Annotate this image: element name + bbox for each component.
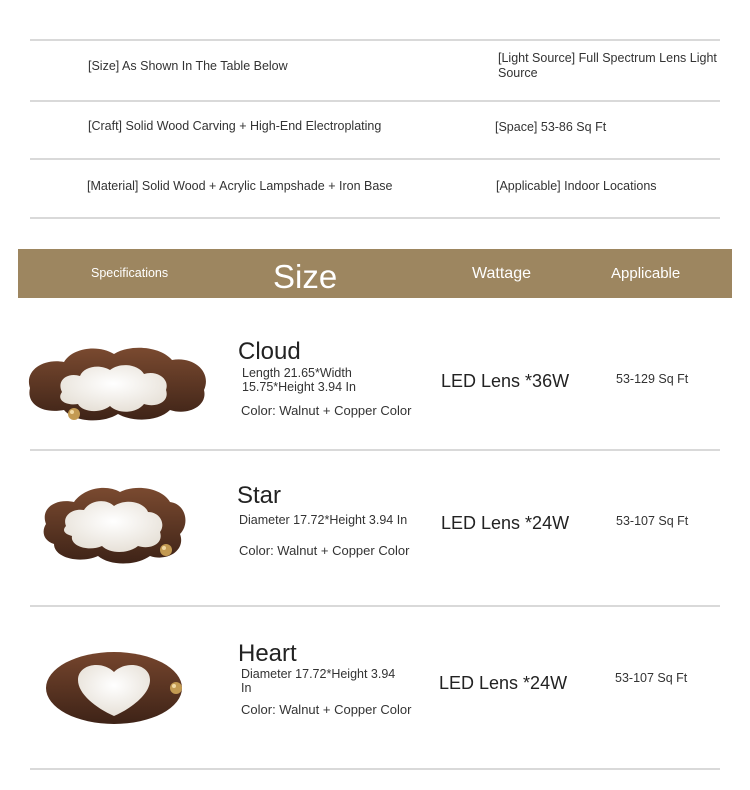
spec-applicable: [Applicable] Indoor Locations (496, 179, 657, 193)
product-dimensions: Length 21.65*Width 15.75*Height 3.94 In (242, 366, 356, 394)
product-dimensions: Diameter 17.72*Height 3.94 In (239, 513, 408, 527)
spec-size: [Size] As Shown In The Table Below (88, 59, 288, 73)
star-lamp-icon (40, 484, 188, 566)
cloud-lamp-icon (22, 340, 210, 426)
header-wattage: Wattage (472, 265, 531, 282)
spec-space: [Space] 53-86 Sq Ft (495, 120, 607, 134)
product-wattage: LED Lens *24W (439, 673, 568, 693)
divider (30, 39, 720, 41)
divider (30, 158, 720, 160)
product-dimensions: Diameter 17.72*Height 3.94 In (241, 667, 396, 695)
product-area: 53-129 Sq Ft (616, 372, 689, 386)
spec-light-source: [Light Source] Full Spectrum Lens Light Source (498, 51, 717, 80)
spec-material: [Material] Solid Wood + Acrylic Lampshade + Iron Base (87, 179, 393, 193)
heart-lamp-icon (44, 650, 188, 730)
divider (30, 217, 720, 219)
product-name: Heart (238, 640, 297, 667)
header-size: Size (273, 258, 338, 295)
product-name: Star (237, 482, 282, 509)
product-color: Color: Walnut + Copper Color (241, 702, 412, 717)
header-applicable: Applicable (611, 265, 681, 282)
divider (30, 768, 720, 770)
product-area: 53-107 Sq Ft (616, 514, 689, 528)
product-area: 53-107 Sq Ft (615, 671, 688, 685)
spec-craft: [Craft] Solid Wood Carving + High-End Electroplating (88, 119, 382, 133)
product-color: Color: Walnut + Copper Color (239, 543, 410, 558)
header-specifications: Specifications (91, 266, 169, 280)
product-wattage: LED Lens *24W (441, 513, 570, 533)
product-color: Color: Walnut + Copper Color (241, 403, 412, 418)
table-row (0, 450, 750, 606)
table-header (18, 249, 732, 298)
divider (30, 100, 720, 102)
product-wattage: LED Lens *36W (441, 371, 570, 391)
table-row (0, 300, 750, 450)
table-row (0, 606, 750, 770)
product-name: Cloud (238, 338, 301, 365)
